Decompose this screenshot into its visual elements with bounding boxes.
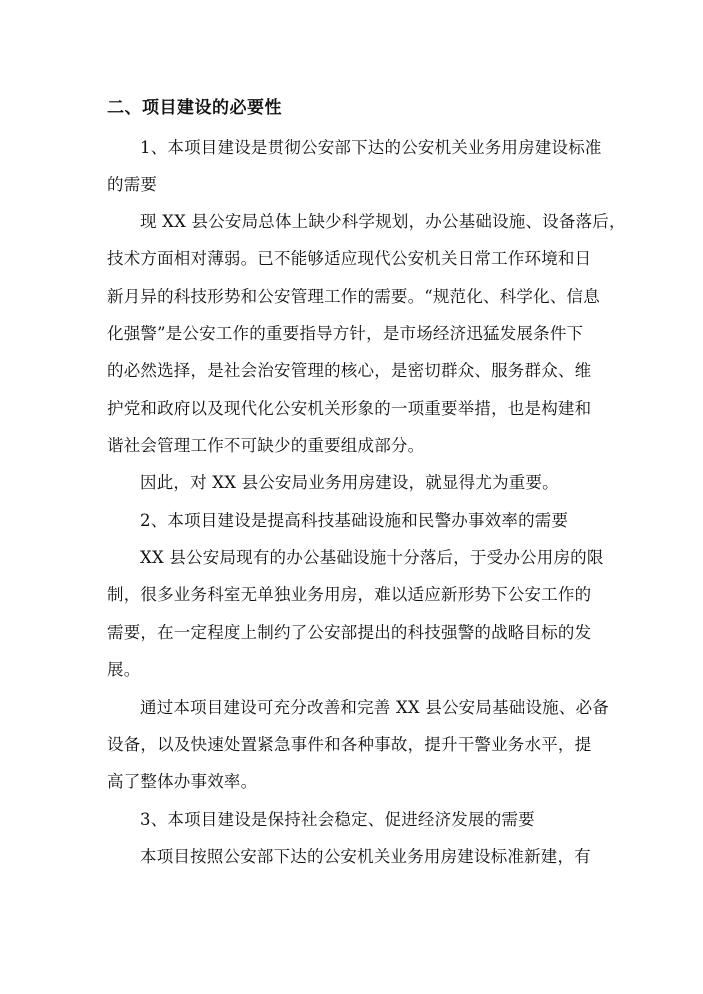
section-heading: 二、项目建设的必要性 xyxy=(107,98,282,118)
paragraph-line: 护党和政府以及现代化公安机关形象的一项重要举措，也是构建和 xyxy=(107,399,592,418)
paragraph-line: 因此，对 XX 县公安局业务用房建设，就显得尤为重要。 xyxy=(140,473,559,492)
paragraph-line: 本项目按照公安部下达的公安机关业务用房建设标准新建，有 xyxy=(140,847,591,866)
paragraph-line: 现 XX 县公安局总体上缺少科学规划，办公基础设施、设备落后， xyxy=(140,212,626,231)
paragraph-line: 技术方面相对薄弱。已不能够适应现代公安机关日常工作环境和日 xyxy=(107,249,592,268)
paragraph-line: 高了整体办事效率。 xyxy=(107,772,258,791)
paragraph-line: 的必然选择，是社会治安管理的核心，是密切群众、服务群众、维 xyxy=(107,361,592,380)
paragraph-line: 需要，在一定程度上制约了公安部提出的科技强警的战略目标的发 xyxy=(107,623,592,642)
paragraph-line: 展。 xyxy=(107,660,141,679)
paragraph-line: 3、本项目建设是保持社会稳定、促进经济发展的需要 xyxy=(140,810,535,829)
paragraph-line: 的需要 xyxy=(107,175,158,194)
paragraph-line: 2、本项目建设是提高科技基础设施和民警办事效率的需要 xyxy=(140,511,569,530)
paragraph-line: 谐社会管理工作不可缺少的重要组成部分。 xyxy=(107,436,425,455)
paragraph-line: 制，很多业务科室无单独业务用房，难以适应新形势下公安工作的 xyxy=(107,585,592,604)
paragraph-line: XX 县公安局现有的办公基础设施十分落后，于受办公用房的限 xyxy=(140,548,604,567)
paragraph-line: 化强警”是公安工作的重要指导方针，是市场经济迅猛发展条件下 xyxy=(107,324,584,343)
paragraph-line: 设备，以及快速处置紧急事件和各种事故，提升干警业务水平，提 xyxy=(107,735,592,754)
paragraph-line: 通过本项目建设可充分改善和完善 XX 县公安局基础设施、必备 xyxy=(140,698,609,717)
paragraph-line: 新月异的科技形势和公安管理工作的需要。“规范化、科学化、信息 xyxy=(107,287,600,306)
paragraph-line: 1、本项目建设是贯彻公安部下达的公安机关业务用房建设标准 xyxy=(140,138,602,157)
